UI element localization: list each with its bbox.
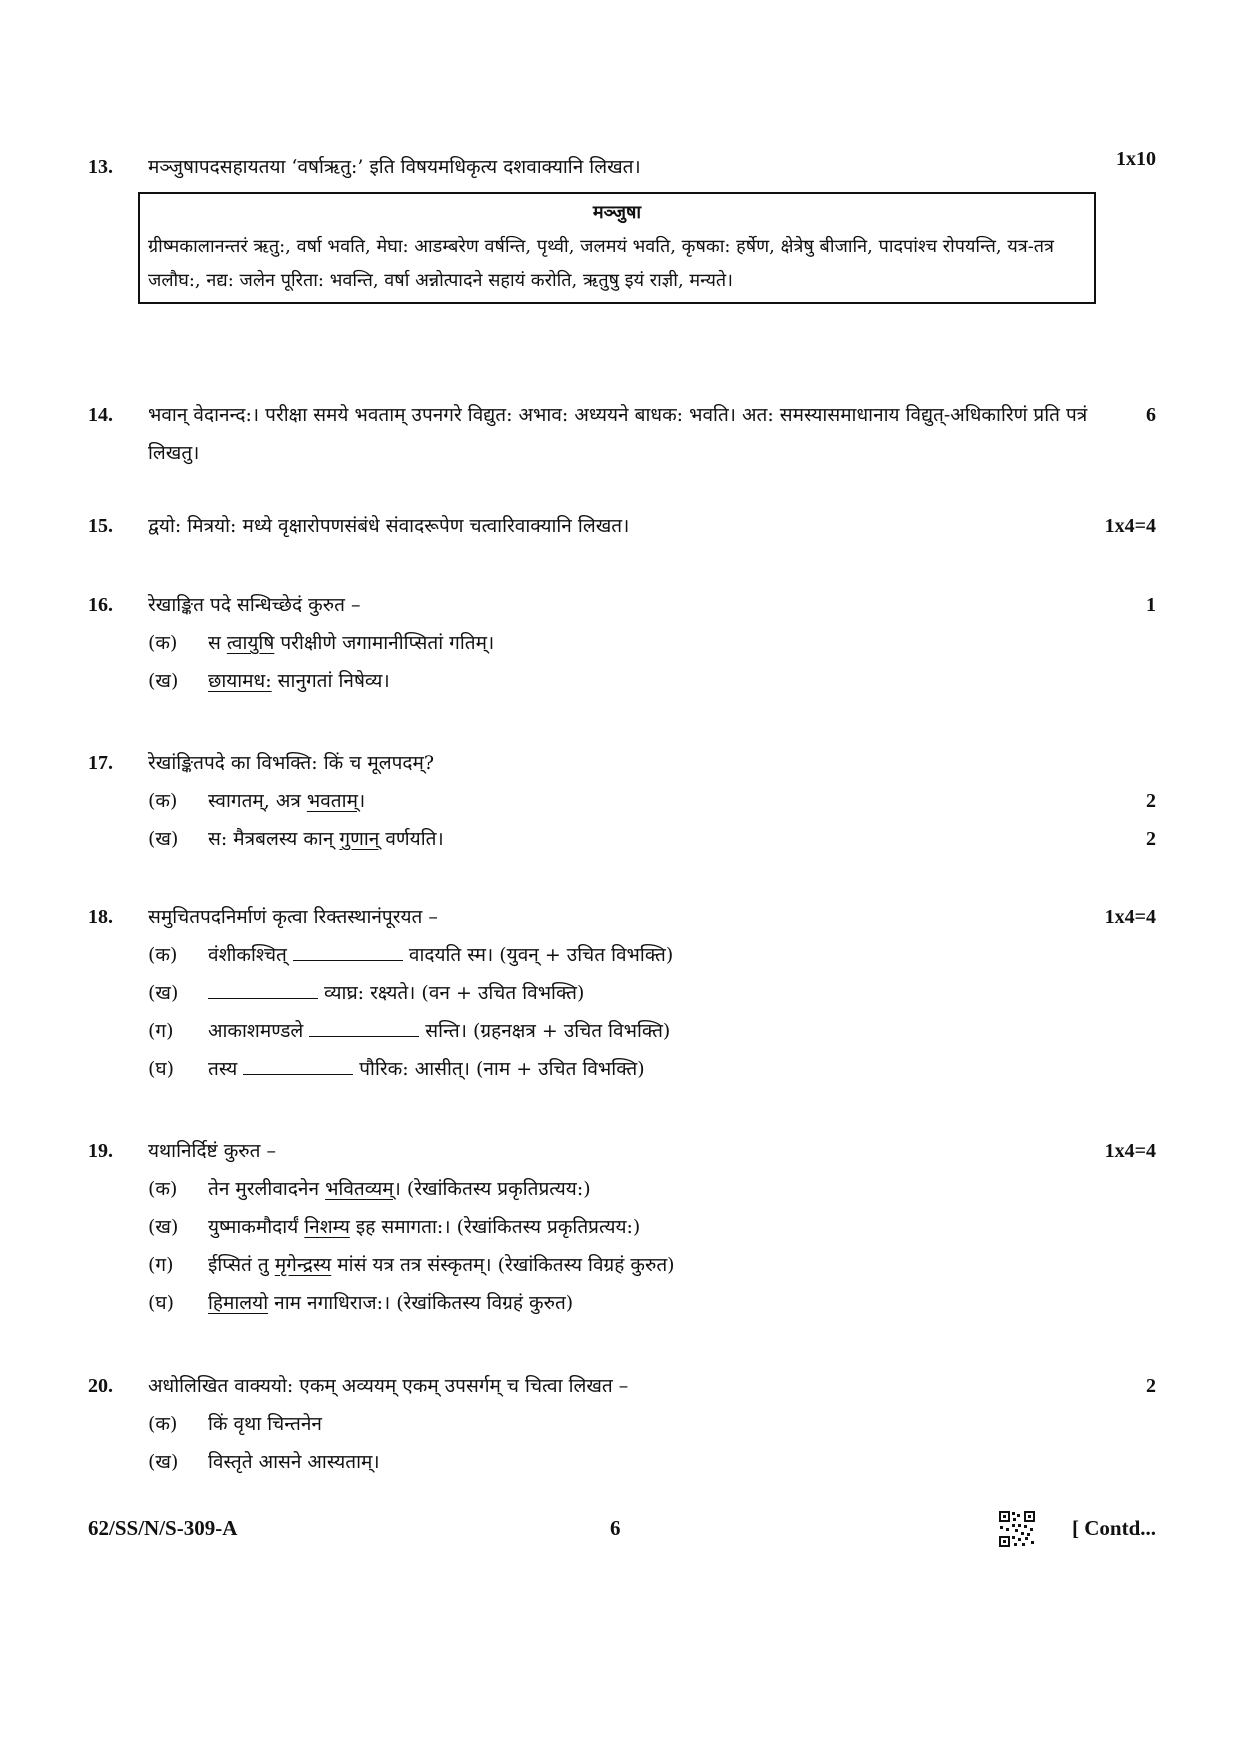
question-17 bbox=[88, 744, 1156, 858]
sub-label: (ख) bbox=[148, 1216, 179, 1238]
underlined-word: हिमालयो bbox=[208, 1292, 269, 1314]
sub-text: तस्य पौरिक: आसीत्। (नाम + उचित विभक्ति) bbox=[208, 1050, 1156, 1088]
sub-label: (ख) bbox=[148, 828, 179, 850]
fill-blank[interactable] bbox=[293, 938, 403, 961]
sub-text: तेन मुरलीवादनेन भवितव्यम्। (रेखांकितस्य प्रकृतिप्रत्यय:) bbox=[208, 1178, 591, 1200]
sub-label: (क) bbox=[148, 1413, 178, 1435]
sub-question bbox=[148, 624, 1156, 662]
sub-question bbox=[148, 820, 1156, 858]
question-text: भवान् वेदानन्द:। परीक्षा समये भवताम् उपनगरे विद्युत: अभाव: अध्ययने बाधक: भवति। अत: समस्यासमाधानाय विद्युत्-अधिकारिणं प्रति पत्रं लिखतु। bbox=[148, 404, 1088, 464]
sub-question bbox=[148, 662, 1156, 700]
question-marks: 1x10 bbox=[1116, 148, 1156, 170]
question-text: रेखांङ्कितपदे का विभक्ति: किं च मूलपदम्? bbox=[148, 752, 435, 774]
fill-blank[interactable] bbox=[309, 1014, 419, 1037]
underlined-word: छायामध: bbox=[208, 670, 272, 692]
question-marks: 1x4=4 bbox=[1104, 906, 1156, 928]
qr-code-icon bbox=[998, 1510, 1036, 1548]
sub-label: (ख) bbox=[148, 670, 179, 692]
question-14 bbox=[88, 396, 1156, 472]
sub-text: विस्तृते आसने आस्यताम्। bbox=[208, 1451, 380, 1473]
question-13 bbox=[88, 148, 1156, 304]
sub-text: हिमालयो नाम नगाधिराज:। (रेखांकितस्य विग्रहं कुरुत) bbox=[208, 1292, 574, 1314]
question-marks: 6 bbox=[1146, 404, 1156, 426]
question-number: 13. bbox=[88, 156, 113, 178]
sub-question bbox=[148, 1284, 1156, 1322]
word-box-text: ग्रीष्मकालानन्तरं ऋतु:, वर्षा भवति, मेघा: आडम्बरेण वर्षन्ति, पृथ्वी, जलमयं भवति, कृषका: हर्षेण, क्षेत्रेषु बीजानि, पादपांश्च रोपयन्ति, यत्र-तत्र जलौघ:, नद्य: जलेन पूरिता: भवन्ति, वर्षा अन्नोत्पादने सहायं करोति, ऋतुषु इयं राज्ञी, मन्यते। bbox=[148, 236, 1054, 291]
sub-question bbox=[148, 1443, 1156, 1481]
sub-text: वंशीकश्चित् वादयति स्म। (युवन् + उचित विभक्ति) bbox=[208, 936, 1156, 974]
question-text: द्वयो: मित्रयो: मध्ये वृक्षारोपणसंबंधे संवादरूपेण चत्वारिवाक्यानि लिखत। bbox=[148, 515, 630, 537]
question-text: अधोलिखित वाक्ययो: एकम् अव्ययम् एकम् उपसर्गम् च चित्वा लिखत – bbox=[148, 1375, 629, 1397]
sub-question bbox=[148, 782, 1156, 820]
question-text: समुचितपदनिर्माणं कृत्वा रिक्तस्थानंपूरयत – bbox=[148, 906, 438, 928]
question-15 bbox=[88, 507, 1156, 545]
sub-text: स: मैत्रबलस्य कान् गुणान् वर्णयति। bbox=[208, 828, 444, 850]
sub-text: व्याघ्र: रक्ष्यते। (वन + उचित विभक्ति) bbox=[208, 974, 1156, 1012]
question-marks: 1x4=4 bbox=[1104, 1140, 1156, 1162]
sub-text: स त्वायुषि परीक्षीणे जगामानीप्सितां गतिम्। bbox=[208, 632, 495, 654]
sub-text: स्वागतम्, अत्र भवताम्। bbox=[208, 790, 366, 812]
sub-question bbox=[148, 1246, 1156, 1284]
question-number: 17. bbox=[88, 752, 113, 774]
underlined-word: मृगेन्द्रस्य bbox=[274, 1254, 332, 1276]
sub-label: (ख) bbox=[148, 1451, 179, 1473]
sub-question bbox=[148, 1405, 1156, 1443]
question-number: 18. bbox=[88, 906, 113, 928]
underlined-word: त्वायुषि bbox=[226, 632, 275, 654]
underlined-word: गुणान् bbox=[339, 828, 380, 850]
sub-question bbox=[148, 1050, 1156, 1088]
sub-text: छायामध: सानुगतां निषेव्य। bbox=[208, 670, 390, 692]
sub-text: किं वृथा चिन्तनेन bbox=[208, 1413, 322, 1435]
question-18 bbox=[88, 898, 1156, 1088]
question-19 bbox=[88, 1132, 1156, 1322]
fill-blank[interactable] bbox=[208, 976, 318, 999]
sub-label: (क) bbox=[148, 944, 178, 966]
sub-label: (ग) bbox=[148, 1254, 174, 1276]
question-number: 20. bbox=[88, 1375, 113, 1397]
sub-label: (ख) bbox=[148, 982, 179, 1004]
sub-label: (क) bbox=[148, 1178, 178, 1200]
sub-text: आकाशमण्डले सन्ति। (ग्रहनक्षत्र + उचित विभक्ति) bbox=[208, 1012, 1156, 1050]
word-box-title: मञ्जुषा bbox=[592, 202, 642, 223]
question-marks: 2 bbox=[1146, 1375, 1156, 1397]
sub-label: (घ) bbox=[148, 1292, 175, 1314]
question-number: 19. bbox=[88, 1140, 113, 1162]
underlined-word: भवितव्यम् bbox=[325, 1178, 394, 1200]
sub-text: युष्माकमौदार्यं निशम्य इह समागता:। (रेखांकितस्य प्रकृतिप्रत्यय:) bbox=[208, 1216, 641, 1238]
question-marks: 1x4=4 bbox=[1104, 515, 1156, 537]
sub-label: (घ) bbox=[148, 1058, 175, 1080]
question-20 bbox=[88, 1367, 1156, 1481]
sub-marks: 2 bbox=[1146, 828, 1156, 850]
question-16 bbox=[88, 586, 1156, 700]
question-text: मञ्जुषापदसहायतया ‘वर्षाऋतु:’ इति विषयमधिकृत्य दशवाक्यानि लिखत। bbox=[148, 156, 641, 178]
question-text: यथानिर्दिष्टं कुरुत – bbox=[148, 1140, 277, 1162]
sub-marks: 2 bbox=[1146, 790, 1156, 812]
sub-question bbox=[148, 974, 1156, 1012]
sub-question bbox=[148, 1208, 1156, 1246]
paper-code: 62/SS/N/S-309-A bbox=[88, 1516, 238, 1540]
sub-label: (ग) bbox=[148, 1020, 174, 1042]
underlined-word: भवताम् bbox=[306, 790, 358, 812]
question-number: 15. bbox=[88, 515, 113, 537]
sub-question bbox=[148, 1170, 1156, 1208]
sub-label: (क) bbox=[148, 632, 178, 654]
fill-blank[interactable] bbox=[243, 1052, 353, 1075]
page-footer bbox=[88, 1510, 1156, 1550]
question-number: 16. bbox=[88, 594, 113, 616]
sub-text: ईप्सितं तु मृगेन्द्रस्य मांसं यत्र तत्र संस्कृतम्। (रेखांकितस्य विग्रहं कुरुत) bbox=[208, 1254, 675, 1276]
word-box bbox=[138, 192, 1096, 304]
question-marks: 1 bbox=[1146, 594, 1156, 616]
question-number: 14. bbox=[88, 404, 113, 426]
sub-label: (क) bbox=[148, 790, 178, 812]
continued-label: [ Contd... bbox=[1071, 1516, 1156, 1540]
question-text: रेखाङ्कित पदे सन्धिच्छेदं कुरुत – bbox=[148, 594, 361, 616]
sub-question bbox=[148, 1012, 1156, 1050]
page-number: 6 bbox=[610, 1516, 621, 1540]
sub-question bbox=[148, 936, 1156, 974]
underlined-word: निशम्य bbox=[304, 1216, 350, 1238]
